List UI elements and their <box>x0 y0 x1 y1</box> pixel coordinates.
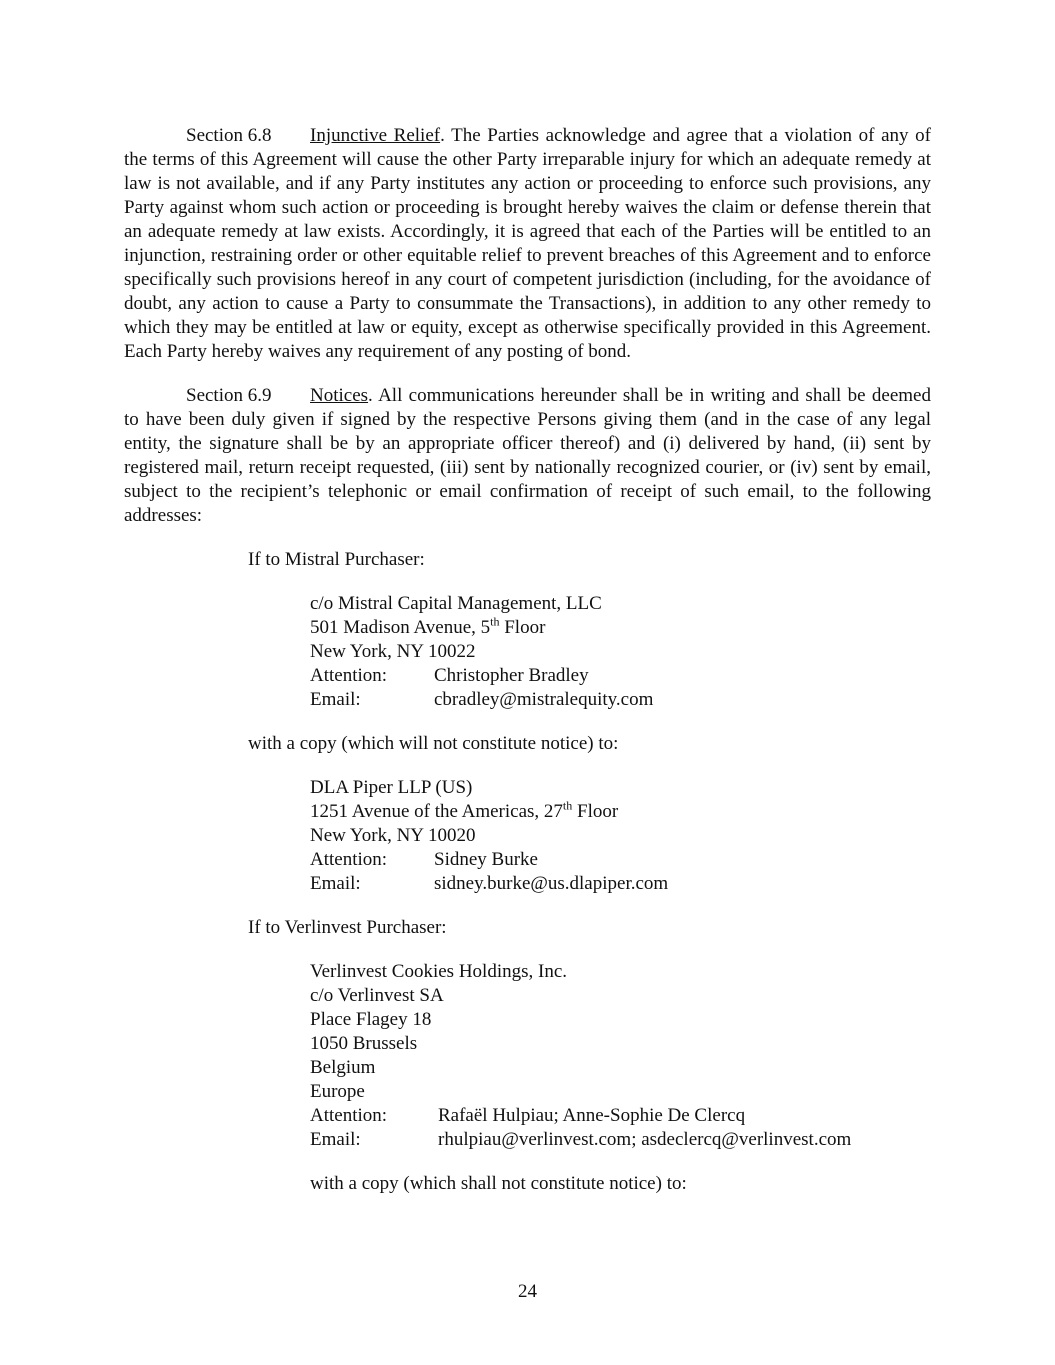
verlinvest-copy-intro: with a copy (which shall not constitute notice) to: <box>310 1173 687 1194</box>
section-body: . All communications hereunder shall be in writing and shall be deemed to have been duly given if signed by the respective Persons giving them (and in the case of any legal entity, the signature shall be by an appropriate officer thereof) and (i) delivered by hand, (ii) sent by registered mail, return receipt requested, (iii) sent by nationally recognized courier, or (iv) sent by email, subject to the recipient’s telephonic or email confirmation of receipt of such email, to the following addresses: <box>124 385 931 526</box>
document-page <box>124 124 931 1196</box>
page-number: 24 <box>518 1281 537 1302</box>
verlinvest-address-block <box>310 960 931 1152</box>
attention-row: Attention: Sidney Burke <box>310 849 538 870</box>
section-6-9-paragraph <box>124 384 931 528</box>
email-row: Email: sidney.burke@us.dlapiper.com <box>310 873 669 894</box>
dla-piper-address-block <box>310 776 931 896</box>
address-line: Belgium <box>310 1057 376 1078</box>
address-line: Verlinvest Cookies Holdings, Inc. <box>310 961 568 982</box>
mistral-address-block <box>310 592 931 712</box>
address-line: Europe <box>310 1081 365 1102</box>
section-body: . The Parties acknowledge and agree that a violation of any of the terms of this Agreement will cause the other Party irreparable injury for which an adequate remedy at law is not available, and if any Party institutes any action or proceeding to enforce such provisions, any Party against whom such action or proceeding is brought hereby waives the claim or defense therein that an adequate remedy at law exists. Accordingly, it is agreed that each of the Parties will be entitled to an injunction, restraining order or other equitable relief to prevent breaches of this Agreement and to enforce specifically such provisions hereof in any court of competent jurisdiction (including, for the avoidance of doubt, any action to cause a Party to consummate the Transactions), in addition to any other remedy to which they may be entitled at law or equity, except as otherwise specifically provided in this Agreement. Each Party hereby waives any requirement of any posting of bond. <box>124 125 931 362</box>
email-address: rhulpiau@verlinvest.com; asdeclercq@verlinvest.com <box>438 1129 852 1150</box>
section-6-8-paragraph <box>124 124 931 364</box>
address-line: c/o Mistral Capital Management, LLC <box>310 593 602 614</box>
address-line: 1050 Brussels <box>310 1033 418 1054</box>
section-heading: Notices <box>310 385 369 406</box>
section-number: Section 6.9 <box>186 385 272 406</box>
attention-row: Attention: Rafaël Hulpiau; Anne-Sophie De Clercq <box>310 1105 746 1126</box>
address-line: 1251 Avenue of the Americas, 27th Floor <box>310 798 619 822</box>
email-row: Email: rhulpiau@verlinvest.com; asdeclercq@verlinvest.com <box>310 1129 852 1150</box>
email-address: sidney.burke@us.dlapiper.com <box>434 873 669 894</box>
address-line: New York, NY 10022 <box>310 641 476 662</box>
verlinvest-intro: If to Verlinvest Purchaser: <box>248 917 447 938</box>
address-line: c/o Verlinvest SA <box>310 985 444 1006</box>
email-address: cbradley@mistralequity.com <box>434 689 654 710</box>
mistral-intro: If to Mistral Purchaser: <box>248 549 425 570</box>
address-line: Place Flagey 18 <box>310 1009 432 1030</box>
attention-row: Attention: Christopher Bradley <box>310 665 589 686</box>
mistral-copy-intro: with a copy (which will not constitute notice) to: <box>248 733 619 754</box>
address-line: New York, NY 10020 <box>310 825 476 846</box>
section-number: Section 6.8 <box>186 125 272 146</box>
email-row: Email: cbradley@mistralequity.com <box>310 689 654 710</box>
address-line: DLA Piper LLP (US) <box>310 777 473 798</box>
address-line: 501 Madison Avenue, 5th Floor <box>310 614 546 638</box>
section-heading: Injunctive Relief <box>310 125 441 146</box>
